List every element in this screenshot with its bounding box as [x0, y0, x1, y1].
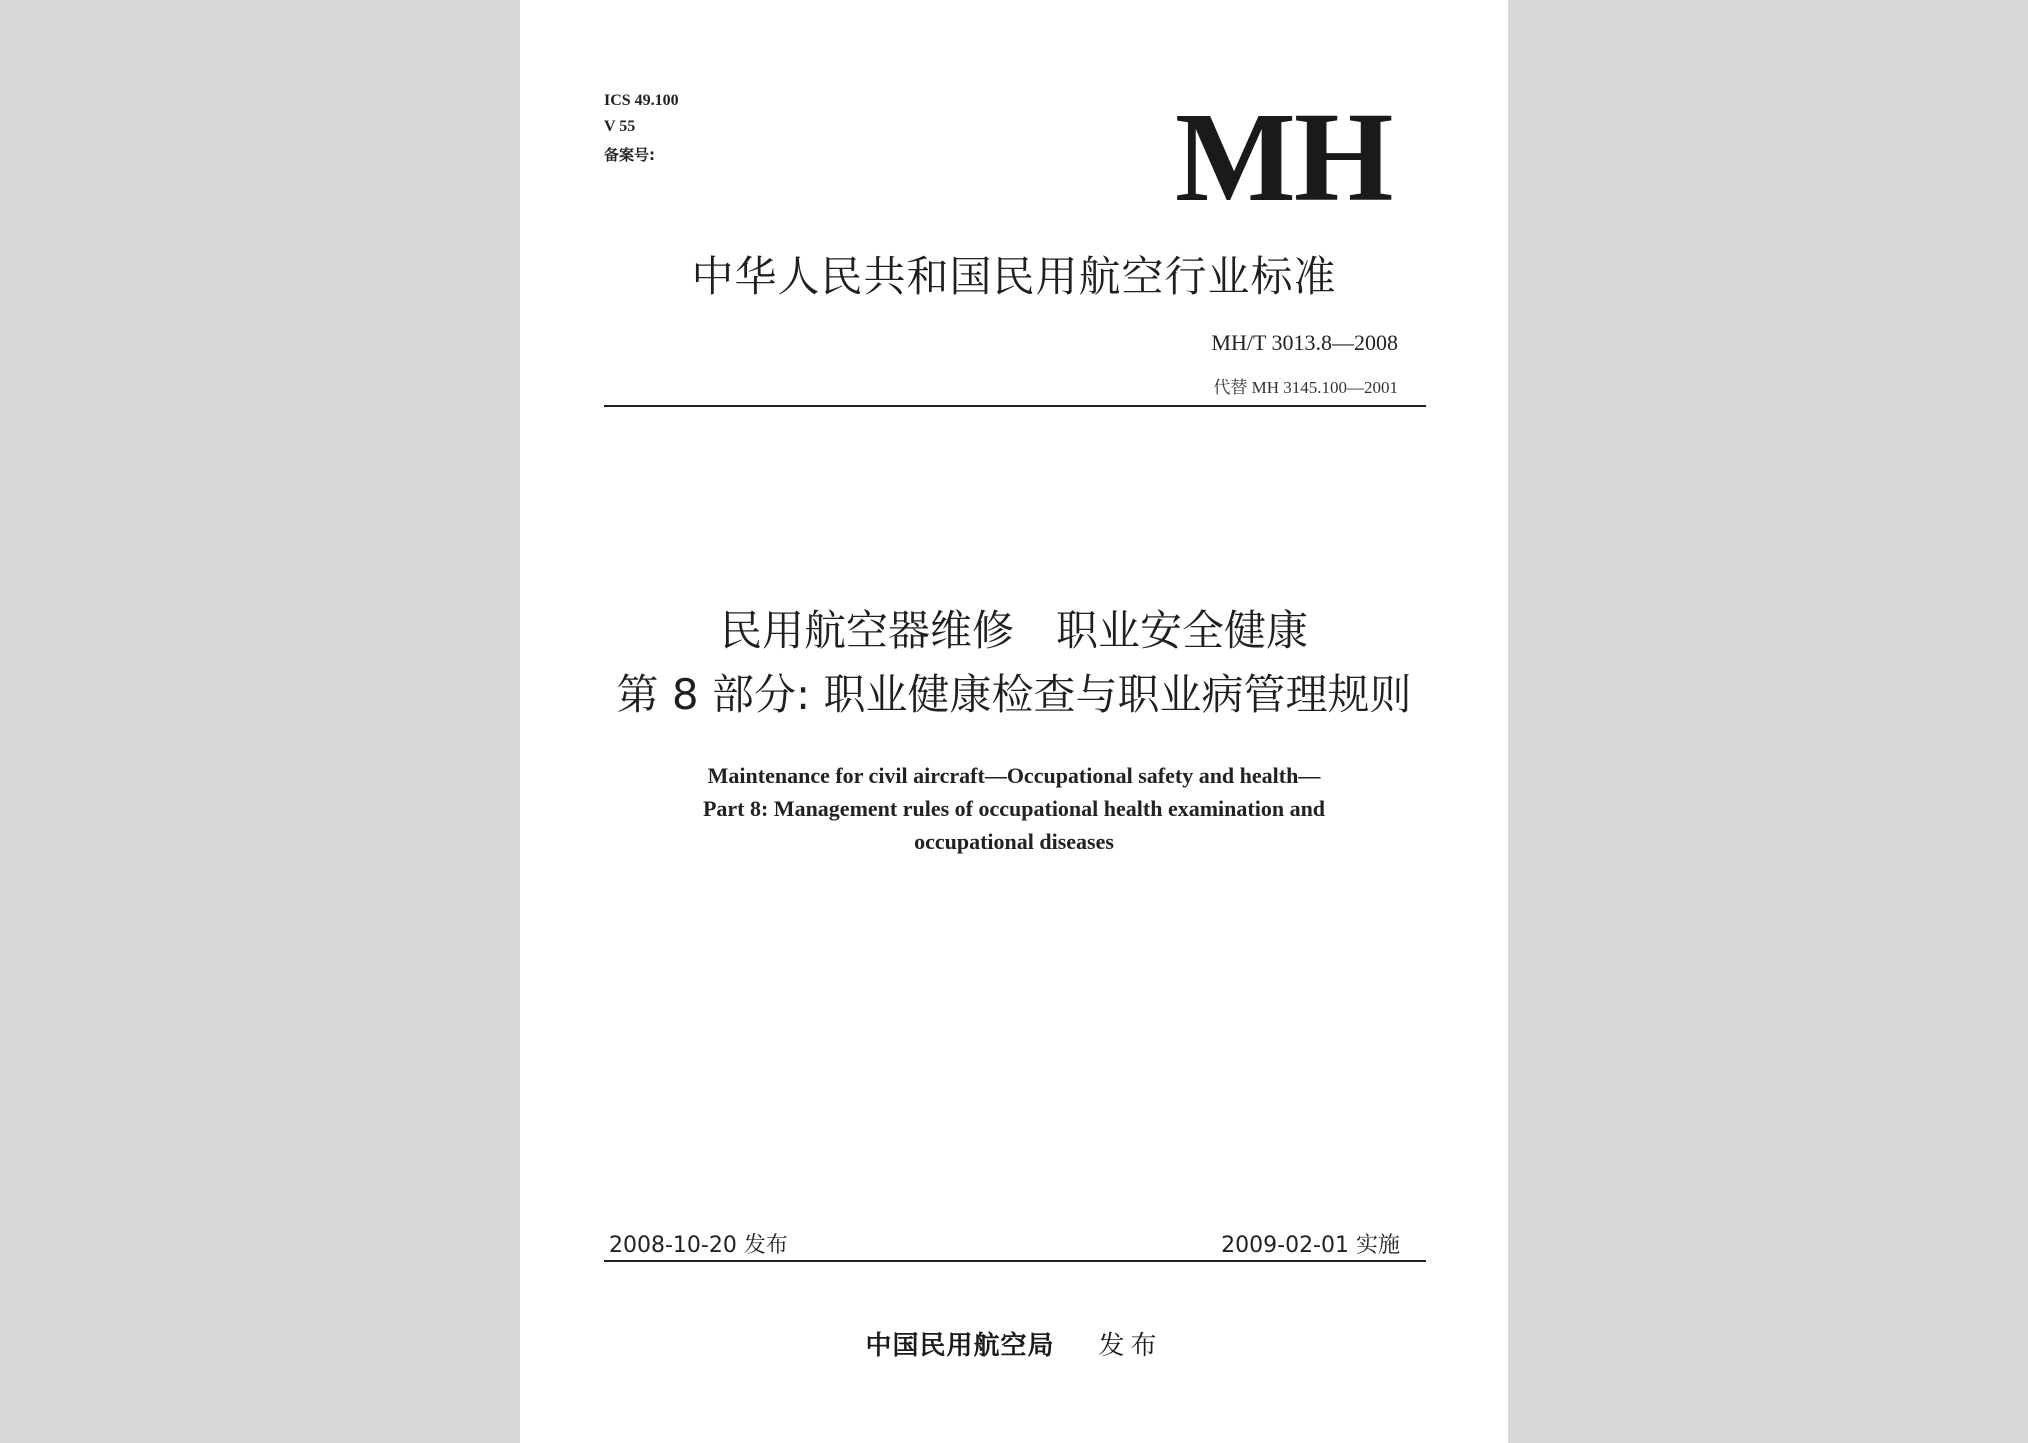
document-page	[520, 0, 1508, 1443]
organization-title: 中华人民共和国民用航空行业标准	[691, 252, 1337, 301]
standard-code: MH/T 3013.8—2008	[1211, 330, 1398, 355]
title-en-line3: occupational diseases	[914, 829, 1114, 854]
publisher-name: 中国民用航空局	[865, 1331, 1055, 1361]
publish-verb: 发布	[1098, 1331, 1163, 1361]
title-en-line2: Part 8: Management rules of occupational health examination and	[702, 796, 1326, 821]
ics-code: ICS 49.100	[604, 92, 679, 109]
publisher-line	[520, 1325, 1508, 1362]
title-zh-line1: 民用航空器维修 职业安全健康	[719, 606, 1308, 655]
replaces-standard: 代替 MH 3145.100—2001	[1213, 378, 1398, 397]
issue-date: 2008-10-20 发布	[609, 1233, 788, 1258]
header-divider	[604, 405, 1426, 407]
mh-logo: MH	[1175, 86, 1392, 228]
implement-date: 2009-02-01 实施	[1221, 1233, 1400, 1258]
ccs-code: V 55	[604, 118, 636, 135]
footer-divider	[604, 1260, 1426, 1262]
title-zh-line2: 第 8 部分: 职业健康检查与职业病管理规则	[616, 670, 1412, 719]
record-number-label: 备案号:	[604, 146, 655, 164]
title-en-line1: Maintenance for civil aircraft—Occupational safety and health—	[707, 763, 1321, 788]
